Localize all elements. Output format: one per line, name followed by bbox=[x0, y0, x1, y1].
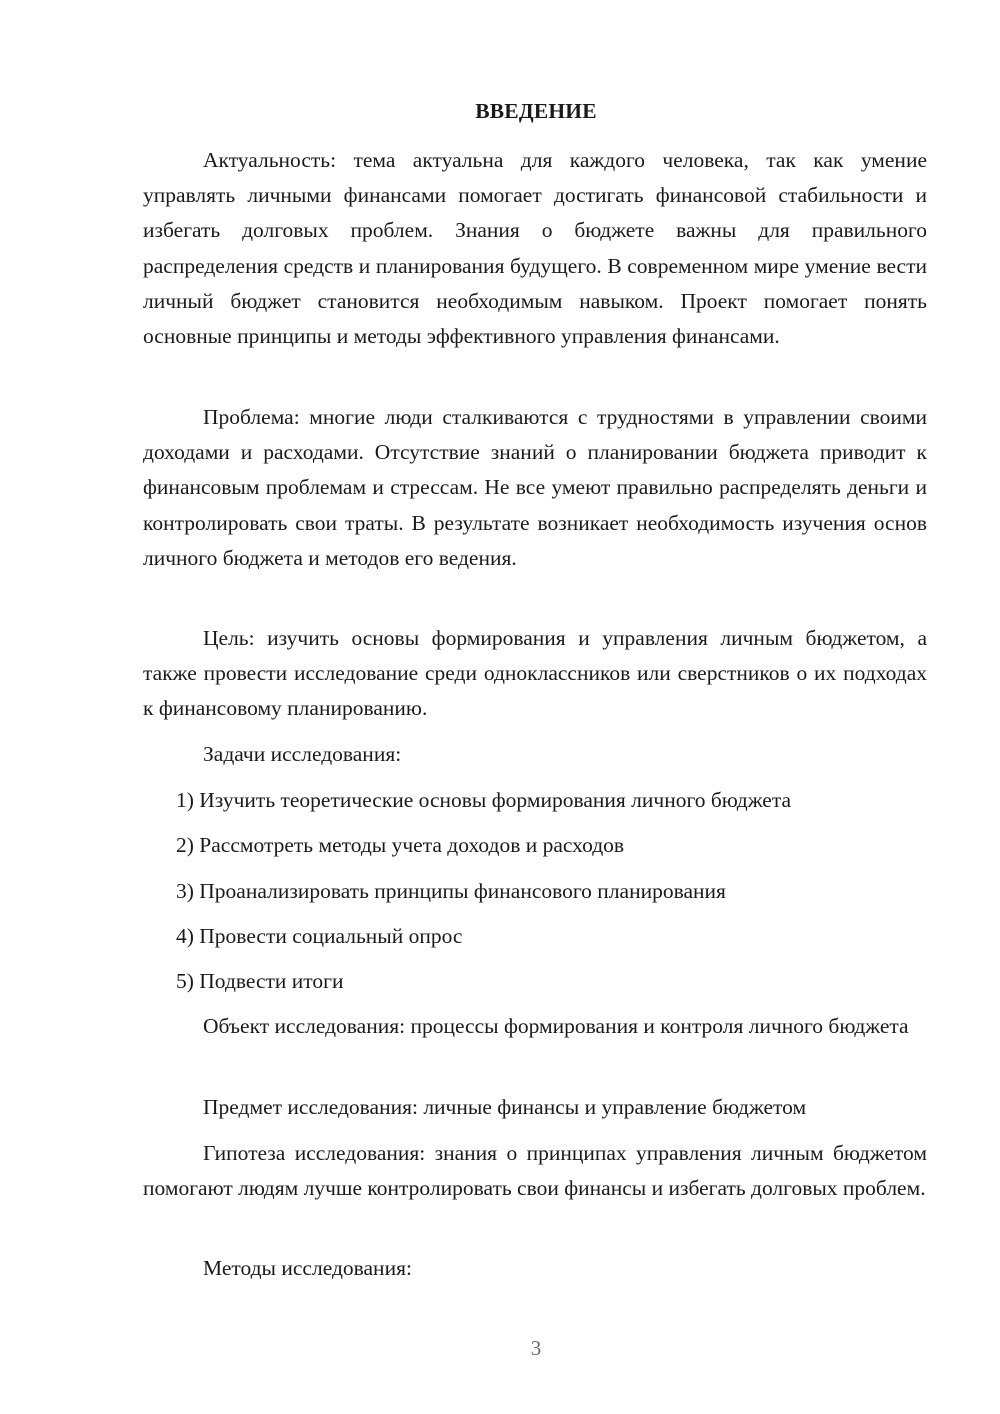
paragraph-relevance: Актуальность: тема актуальна для каждого человека, так как умение управлять личными финансами помогает достигать финансовой стабильности и избегать долговых проблем. Знания о бюджете важны для правильного распределения средств и планирования будущего. В современном мире умение вести личный бюджет становится необходимым навыком. Проект помогает понять основные принципы и методы эффективного управления финансами. bbox=[143, 148, 927, 349]
paragraph-problem: Проблема: многие люди сталкиваются с трудностями в управлении своими доходами и расходами. Отсутствие знаний о планировании бюджета приводит к финансовым проблемам и стрессам. Не все умеют правильно распределять деньги и контролировать свои траты. В результате возникает необходимость изучения основ личного бюджета и методов его ведения. bbox=[143, 405, 927, 570]
paragraph-subject: Предмет исследования: личные финансы и управление бюджетом bbox=[203, 1095, 807, 1119]
paragraph-object: Объект исследования: процессы формирования и контроля личного бюджета bbox=[203, 1014, 909, 1038]
list-item: 5) Подвести итоги bbox=[176, 969, 344, 993]
list-item: 2) Рассмотреть методы учета доходов и расходов bbox=[176, 833, 625, 857]
list-item: 1) Изучить теоретические основы формирования личного бюджета bbox=[176, 788, 792, 812]
page-number: 3 bbox=[530, 1336, 542, 1360]
paragraph-hypothesis: Гипотеза исследования: знания о принципах управления личным бюджетом помогают людям лучше контролировать свои финансы и избегать долговых проблем. bbox=[143, 1141, 927, 1201]
list-item: 3) Проанализировать принципы финансового планирования bbox=[176, 879, 726, 903]
list-item: 4) Провести социальный опрос bbox=[176, 924, 463, 948]
paragraph-goal: Цель: изучить основы формирования и управления личным бюджетом, а также провести исследование среди одноклассников или сверстников о их подходах к финансовому планированию. bbox=[143, 626, 927, 721]
methods-heading: Методы исследования: bbox=[203, 1256, 412, 1280]
tasks-heading: Задачи исследования: bbox=[203, 742, 402, 766]
document-title: ВВЕДЕНИЕ bbox=[475, 99, 597, 123]
